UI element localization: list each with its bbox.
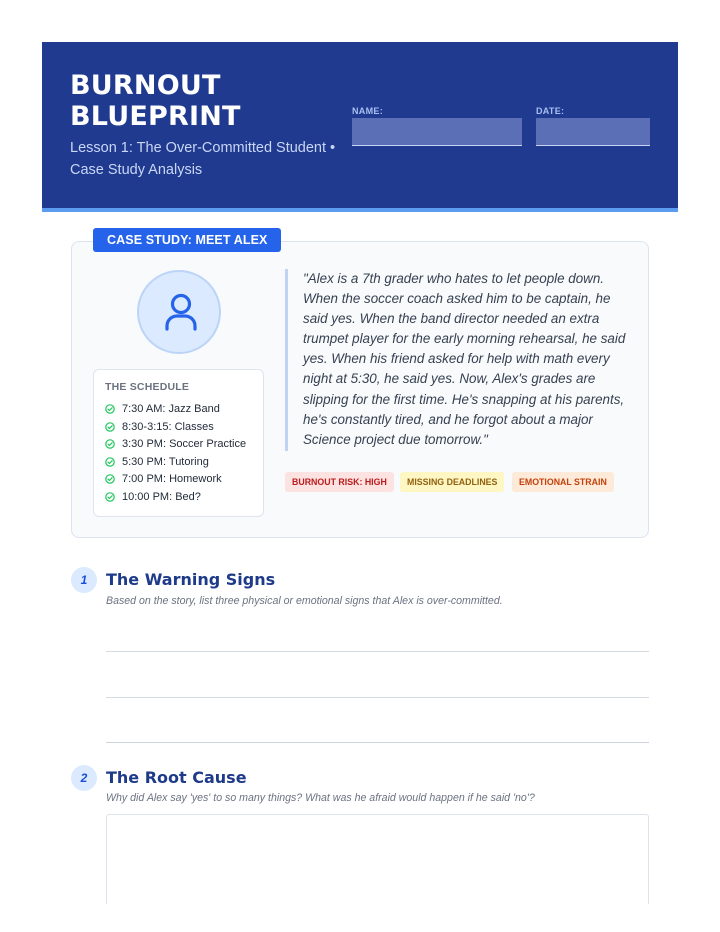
schedule-item	[105, 490, 201, 504]
schedule-item-label: 5:30 PM: Tutoring	[122, 455, 209, 468]
case-study-quote: "Alex is a 7th grader who hates to let people down. When the soccer coach asked him to be captain, he said yes. When the band director needed an extra trumpet player for the early morning rehearsal, he said yes. When his friend asked for help with math every night at 5:30, he said yes. Now, Alex's grades are slipping for the first time. He's snapping at his parents, he's constantly tired, and he forgot about a major Science project due tomorrow."	[303, 271, 626, 447]
question-prompt: Why did Alex say 'yes' to so many things? What was he afraid would happen if he said 'no'?	[106, 792, 535, 804]
schedule-item	[105, 472, 222, 486]
schedule-item	[105, 402, 220, 416]
check-circle-icon	[105, 404, 115, 414]
schedule-title: THE SCHEDULE	[105, 381, 190, 393]
check-circle-icon	[105, 474, 115, 484]
status-badge: BURNOUT RISK: HIGH	[285, 472, 394, 492]
check-circle-icon	[105, 439, 115, 449]
check-circle-icon	[105, 422, 115, 432]
quote-accent-bar	[285, 269, 288, 451]
question-number: 2	[71, 765, 97, 791]
answer-line[interactable]	[106, 697, 649, 698]
name-field[interactable]	[352, 118, 522, 146]
date-label: DATE:	[536, 106, 565, 116]
check-circle-icon	[105, 457, 115, 467]
schedule-item-label: 10:00 PM: Bed?	[122, 491, 201, 503]
check-circle-icon	[105, 492, 115, 502]
question-number: 1	[71, 567, 97, 593]
schedule-item	[105, 455, 209, 469]
student-avatar	[137, 270, 221, 354]
schedule-box	[93, 369, 264, 517]
case-study-tag: CASE STUDY: MEET ALEX	[93, 228, 281, 252]
answer-line[interactable]	[106, 742, 649, 743]
question-title: The Root Cause	[106, 768, 247, 787]
question-prompt: Based on the story, list three physical or emotional signs that Alex is over-committed.	[106, 595, 503, 607]
status-badge: MISSING DEADLINES	[400, 472, 504, 492]
user-icon	[139, 272, 223, 356]
answer-box[interactable]	[106, 814, 649, 904]
question-title: The Warning Signs	[106, 570, 276, 589]
date-field[interactable]	[536, 118, 650, 146]
name-label: NAME:	[352, 106, 383, 116]
schedule-item-label: 8:30-3:15: Classes	[122, 420, 214, 433]
schedule-item-label: 3:30 PM: Soccer Practice	[122, 438, 247, 451]
schedule-item-label: 7:00 PM: Homework	[122, 473, 222, 486]
answer-line[interactable]	[106, 651, 649, 652]
schedule-item	[105, 437, 246, 451]
schedule-item	[105, 420, 214, 434]
worksheet-header	[42, 42, 678, 212]
status-badge: EMOTIONAL STRAIN	[512, 472, 614, 492]
lesson-subtitle: Lesson 1: The Over-Committed Student • Case Study Analysis	[70, 140, 336, 178]
worksheet-title: BURNOUT BLUEPRINT	[70, 70, 241, 132]
schedule-item-label: 7:30 AM: Jazz Band	[122, 403, 220, 415]
